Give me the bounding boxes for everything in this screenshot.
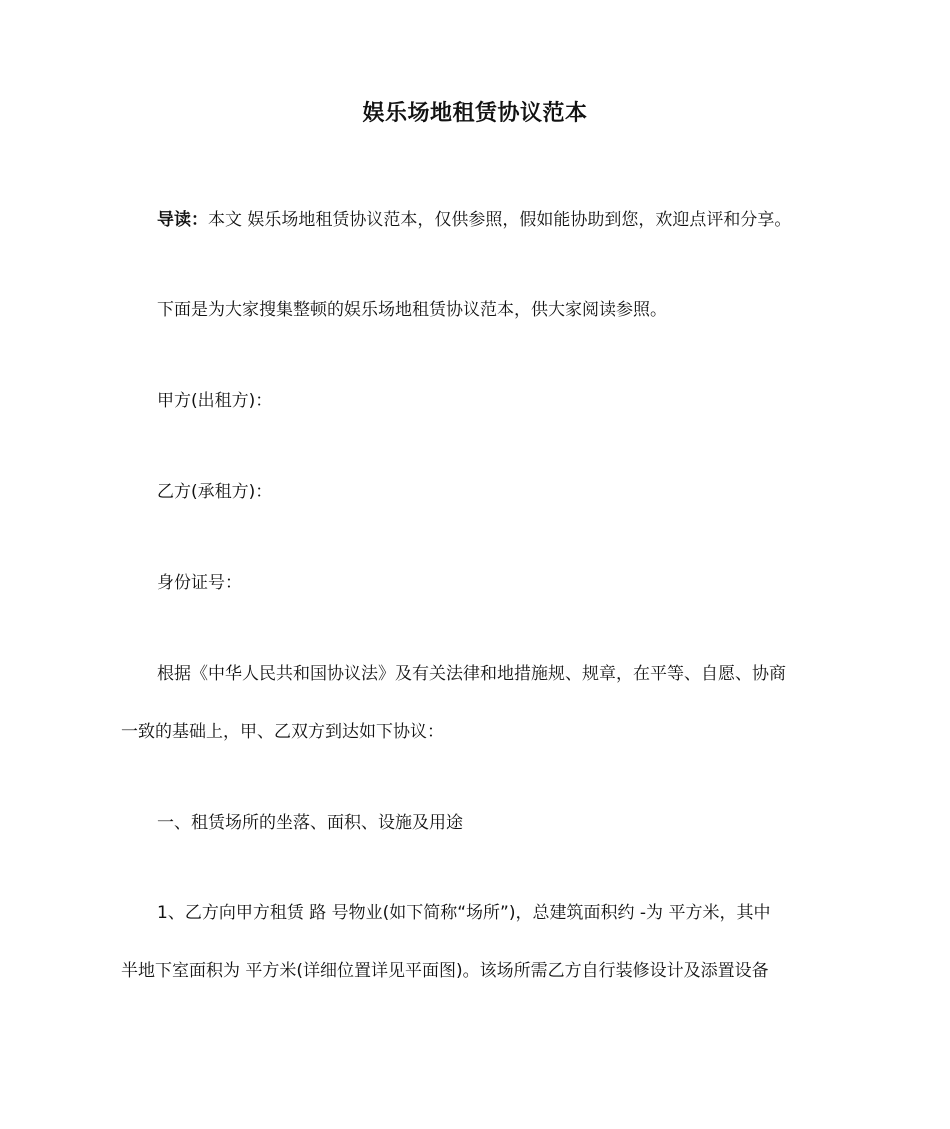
lead-label: 导读：	[157, 210, 208, 230]
document-title: 娱乐场地租赁协议范本	[362, 101, 588, 126]
basis-paragraph	[121, 645, 833, 761]
lead-paragraph	[121, 191, 833, 249]
clause-1-paragraph	[121, 884, 833, 1000]
basis-line-2: 一致的基础上，甲、乙双方到达如下协议：	[121, 722, 444, 742]
basis-line-1: 根据《中华人民共和国协议法》及有关法律和地措施规、规章，在平等、自愿、协商	[157, 664, 786, 684]
clause-1-line-1: 1、乙方向甲方租赁 路 号物业(如下简称“场所”)，总建筑面积约 -为 平方米，其中	[157, 903, 771, 923]
party-a-line: 甲方(出租方)：	[157, 391, 273, 411]
lead-text: 本文 娱乐场地租赁协议范本，仅供参照，假如能协助到您，欢迎点评和分享。	[208, 210, 792, 230]
clause-1-line-2: 半地下室面积为 平方米(详细位置详见平面图)。该场所需乙方自行装修设计及添置设备	[121, 961, 769, 981]
intro-paragraph: 下面是为大家搜集整顿的娱乐场地租赁协议范本，供大家阅读参照。	[157, 300, 667, 320]
party-b-line: 乙方(承租方)：	[157, 482, 273, 502]
section-1-heading: 一、租赁场所的坐落、面积、设施及用途	[157, 813, 463, 833]
id-number-line: 身份证号：	[157, 573, 242, 593]
